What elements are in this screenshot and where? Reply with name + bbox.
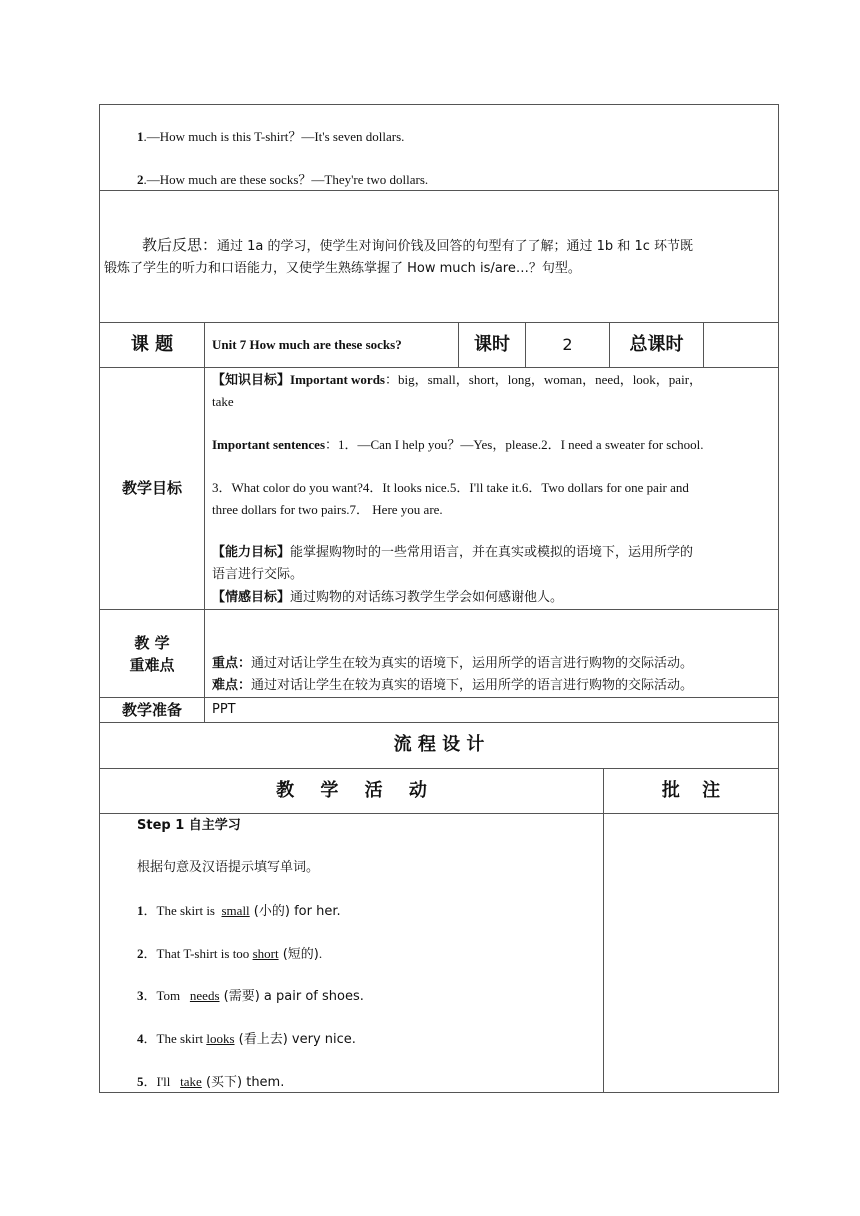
- emotion-objective: 【情感目标】通过购物的对话练习教学生学会如何感谢他人。: [212, 590, 564, 605]
- topic-label: 课 题: [130, 334, 174, 355]
- example-line-2: 2.—How much are these socks？—They're two dollars.: [137, 172, 429, 187]
- activities-header: 教 学 活 动: [276, 780, 427, 801]
- flow-title: 流 程 设 计: [393, 734, 485, 755]
- ability-objective-line-2: 语言进行交际。: [212, 567, 304, 582]
- objectives-label: 教学目标: [121, 479, 182, 497]
- reflection-line-2: 锻炼了学生的听力和口语能力，又使学生熟练掌握了 How much is/are…？句型。: [104, 261, 581, 276]
- total-period-label: 总课时: [629, 334, 684, 355]
- reflection-line-1: 教后反思：通过 1a 的学习，使学生对询问价钱及回答的句型有了了解；通过 1b 和 1c 环节既: [142, 236, 693, 254]
- important-sentences-line-1: Important sentences：1．—Can I help you？—Yes，please.2．I need a sweater for school.: [212, 437, 704, 452]
- topic-value: Unit 7 How much are these socks?: [212, 337, 402, 352]
- preparation-label: 教学准备: [121, 701, 182, 719]
- difficulty-point: 难点：通过对话让学生在较为真实的语境下，运用所学的语言进行购物的交际活动。: [212, 678, 694, 693]
- important-words-line-2: take: [212, 394, 234, 409]
- preparation-value: PPT: [212, 702, 236, 717]
- ability-objective-line-1: 【能力目标】能掌握购物时的一些常用语言，并在真实或模拟的语境下，运用所学的: [212, 545, 694, 560]
- important-words-line-1: 【知识目标】Important words：big，small，short，long，woman，need，look，pair，: [212, 372, 703, 388]
- notes-header: 批 注: [661, 780, 721, 801]
- important-sentences-line-2: 3．What color do you want?4．It looks nice.5．I'll take it.6．Two dollars for one pair and: [212, 480, 689, 495]
- key-points-label-1: 教 学: [134, 634, 170, 652]
- period-label: 课时: [474, 334, 510, 355]
- exercise-item-2: 2．That T-shirt is too short (短的).: [137, 946, 323, 962]
- important-sentences-line-3: three dollars for two pairs.7． Here you are.: [212, 502, 443, 517]
- step1-instruction: 根据句意及汉语提示填写单词。: [137, 860, 320, 875]
- focus-point: 重点：通过对话让学生在较为真实的语境下，运用所学的语言进行购物的交际活动。: [212, 656, 694, 671]
- step1-title: Step 1 自主学习: [137, 818, 241, 833]
- exercise-item-5: 5．I'll take (买下) them.: [137, 1074, 285, 1090]
- period-value: 2: [562, 335, 573, 354]
- exercise-item-1: 1．The skirt is small (小的) for her.: [137, 903, 341, 919]
- exercise-item-4: 4．The skirt looks (看上去) very nice.: [137, 1031, 356, 1047]
- exercise-item-3: 3．Tom needs (需要) a pair of shoes.: [137, 988, 364, 1004]
- example-line-1: 1.—How much is this T-shirt？—It's seven dollars.: [137, 129, 405, 144]
- key-points-label-2: 重难点: [129, 656, 175, 674]
